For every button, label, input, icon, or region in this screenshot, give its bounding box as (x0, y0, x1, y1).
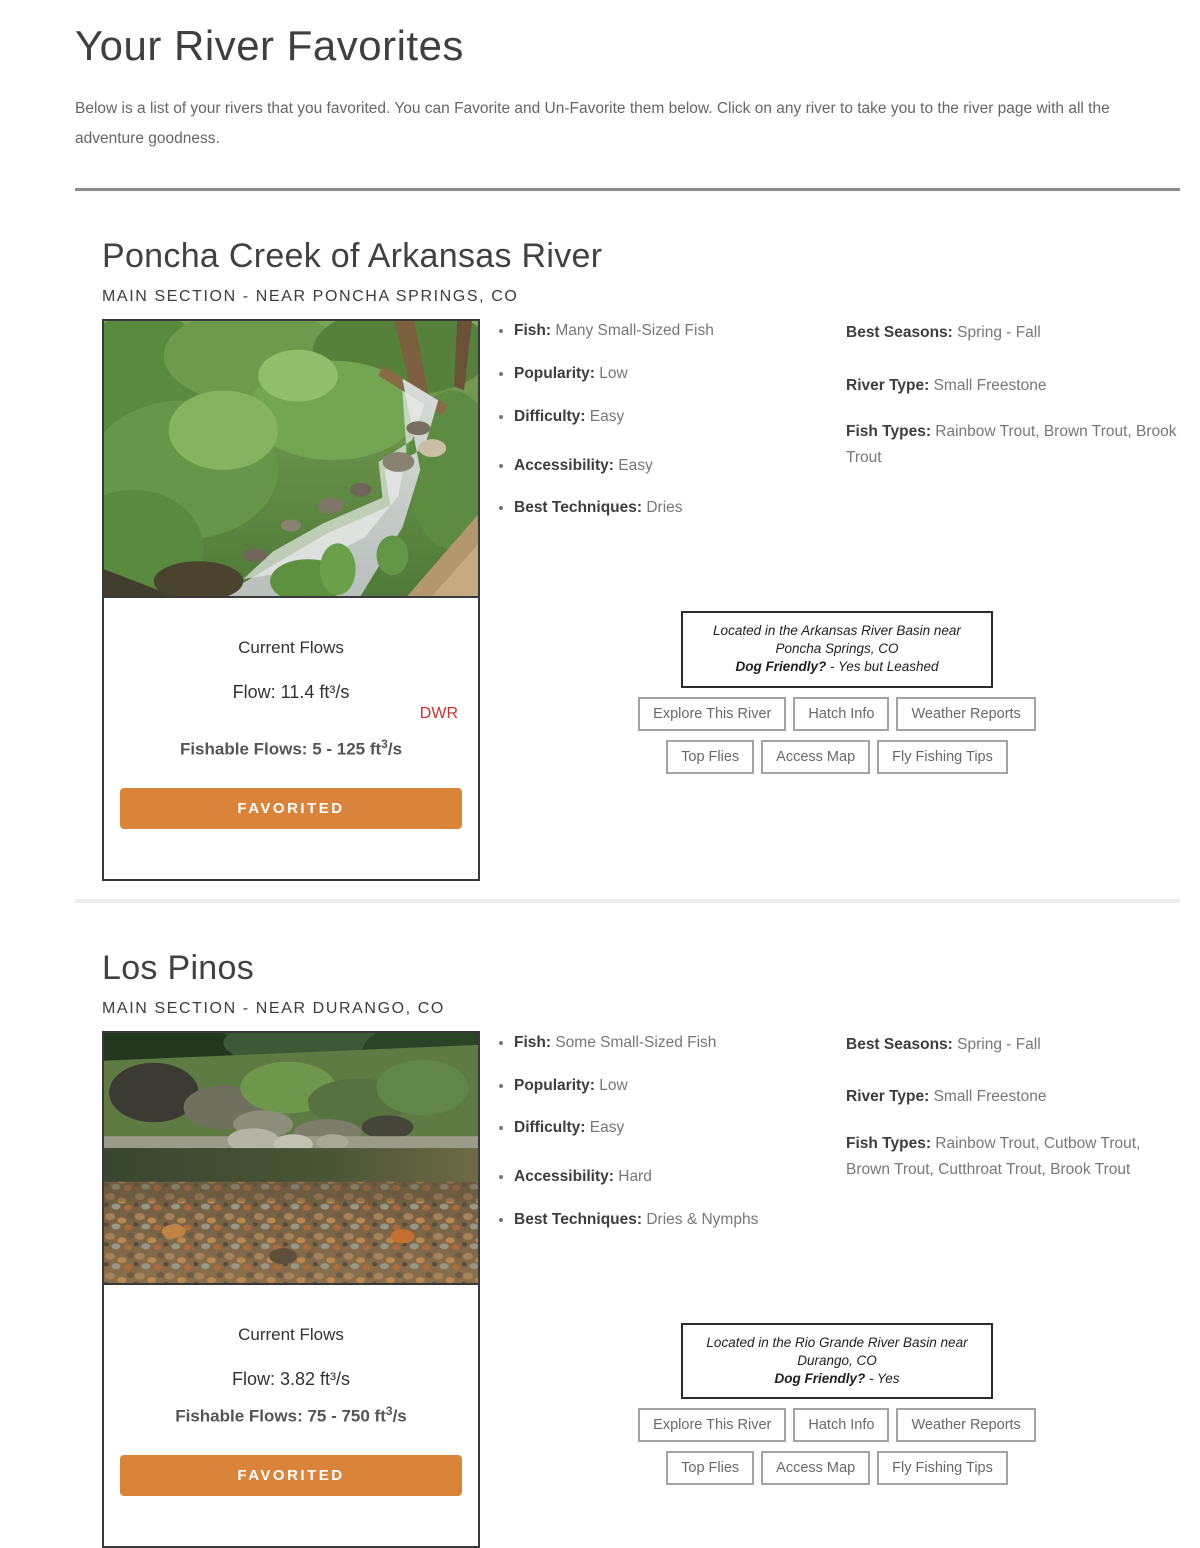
weather-reports-button[interactable]: Weather Reports (896, 1408, 1035, 1442)
flow-value: Flow: 3.82 ft³/s (231, 1369, 351, 1390)
river-section-poncha-creek (75, 237, 1180, 881)
detail-river-type: River Type: Small Freestone (846, 376, 1047, 394)
fishable-flows-text: Fishable Flows: 5 - 125 ft (179, 740, 382, 760)
river-section-label: MAIN SECTION - NEAR PONCHA SPRINGS, CO (102, 288, 519, 306)
flows-heading: Current Flows (238, 638, 344, 658)
location-text: Located in the Arkansas River Basin near Poncha Springs, CO (713, 622, 961, 657)
flows-heading: Current Flows (238, 1325, 344, 1345)
fishable-flows (120, 737, 462, 760)
detail-fish-types: Fish Types: Rainbow Trout, Brown Trout, Brook Trout (846, 423, 1177, 467)
current-flows-panel (104, 1285, 478, 1546)
stat-fish: • Fish: Some Small-Sized Fish (514, 1032, 828, 1054)
river-card (102, 1031, 480, 1548)
top-flies-button[interactable]: Top Flies (666, 1451, 754, 1485)
stat-best-techniques: • Best Techniques: Dries (514, 497, 828, 519)
fishable-flows-exponent: 3 (385, 1404, 393, 1419)
favorited-button[interactable]: FAVORITED (120, 1455, 462, 1496)
stat-popularity: • Popularity: Low (514, 1075, 828, 1097)
river-section-label: MAIN SECTION - NEAR DURANGO, CO (102, 1000, 445, 1018)
river-photo-link[interactable] (104, 1033, 478, 1285)
detail-river-type: River Type: Small Freestone (846, 1088, 1047, 1106)
favorited-button[interactable]: FAVORITED (120, 788, 462, 829)
fly-fishing-tips-button[interactable]: Fly Fishing Tips (877, 1451, 1008, 1485)
river-name-link[interactable]: Poncha Creek of Arkansas River (102, 237, 603, 276)
river-stats-list (494, 320, 828, 539)
explore-this-river-button[interactable]: Explore This River (638, 697, 786, 731)
location-info-box (681, 1323, 993, 1400)
river-stats-list (494, 1032, 828, 1251)
dog-friendly-line: Dog Friendly? - Yes but Leashed (735, 659, 939, 675)
stat-popularity: • Popularity: Low (514, 363, 828, 385)
explore-this-river-button[interactable]: Explore This River (638, 1408, 786, 1442)
detail-fish-types: Fish Types: Rainbow Trout, Cutbow Trout, Brown Trout, Cutthroat Trout, Brook Trout (846, 1134, 1141, 1179)
weather-reports-button[interactable]: Weather Reports (896, 697, 1035, 731)
river-name-link[interactable]: Los Pinos (102, 949, 255, 988)
river-info-column (494, 1031, 1180, 1548)
page-title: Your River Favorites (75, 22, 464, 69)
location-info-box (681, 611, 993, 688)
top-flies-button[interactable]: Top Flies (666, 740, 754, 774)
stat-fish: • Fish: Many Small-Sized Fish (514, 320, 828, 342)
creek-photo-illustration (104, 321, 478, 596)
river-card (102, 319, 480, 881)
river-details-list (846, 1032, 1180, 1251)
river-photo-link[interactable] (104, 321, 478, 598)
stat-best-techniques: • Best Techniques: Dries & Nymphs (514, 1209, 828, 1231)
location-text: Located in the Rio Grande River Basin near Durango, CO (706, 1334, 968, 1368)
fishable-flows-exponent: 3 (381, 737, 388, 752)
river-actions (494, 1323, 1180, 1486)
flow-value: Flow: 11.4 ft³/s (232, 682, 350, 703)
detail-best-seasons: Best Seasons: Spring - Fall (846, 1036, 1041, 1054)
header-divider (75, 188, 1180, 191)
detail-best-seasons: Best Seasons: Spring - Fall (846, 324, 1041, 342)
current-flows-panel (104, 598, 478, 879)
stat-accessibility: • Accessibility: Easy (514, 455, 828, 477)
fishable-flows-unit: /s (392, 1406, 407, 1426)
river-details-list (846, 320, 1180, 539)
hatch-info-button[interactable]: Hatch Info (793, 1408, 889, 1442)
river-actions (494, 611, 1180, 774)
access-map-button[interactable]: Access Map (761, 740, 870, 774)
stat-accessibility: • Accessibility: Hard (514, 1166, 828, 1188)
stat-difficulty: • Difficulty: Easy (514, 406, 828, 428)
access-map-button[interactable]: Access Map (761, 1451, 870, 1485)
gauge-source-link[interactable]: DWR (419, 705, 458, 723)
fishable-flows-text: Fishable Flows: 75 - 750 ft (175, 1406, 386, 1426)
river-info-column (494, 319, 1180, 881)
section-divider (75, 899, 1180, 903)
fly-fishing-tips-button[interactable]: Fly Fishing Tips (877, 740, 1008, 774)
stat-difficulty: • Difficulty: Easy (514, 1117, 828, 1139)
fishable-flows-unit: /s (387, 740, 403, 760)
hatch-info-button[interactable]: Hatch Info (793, 697, 889, 731)
page-intro: Below is a list of your rivers that you favorited. You can Favorite and Un-Favorite them below. Click on any river to take you to the river page with all the adventure goodness. (75, 100, 1110, 148)
river-section-los-pinos (75, 949, 1180, 1548)
fishable-flows (120, 1404, 462, 1427)
dog-friendly-line: Dog Friendly? - Yes (774, 1370, 900, 1386)
river-photo-illustration (104, 1033, 478, 1283)
